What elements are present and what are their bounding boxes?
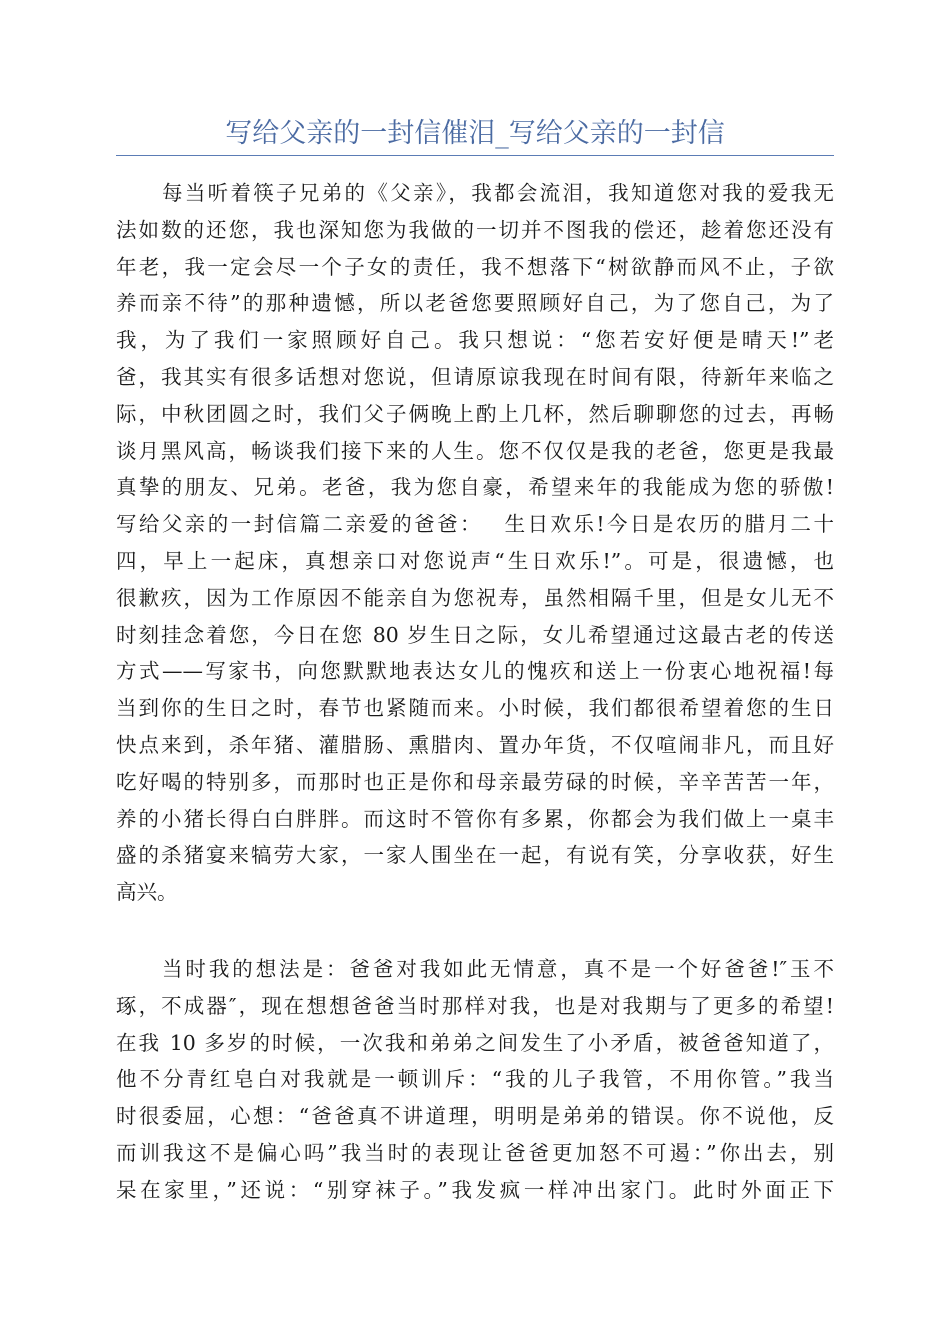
document-title: 写给父亲的一封信催泪_写给父亲的一封信 <box>225 118 725 149</box>
text-line: 我，为了我们一家照顾好自己。我只想说：“您若安好便是晴天!”老 <box>116 328 834 353</box>
text-line: 养而亲不待”的那种遗憾，所以老爸您要照顾好自己，为了您自己，为了 <box>116 291 834 316</box>
text-line: 呆在家里，”还说：“别穿袜子。”我发疯一样冲出家门。此时外面正下 <box>116 1177 834 1202</box>
text-line: 四，早上一起床，真想亲口对您说声“生日欢乐!”。可是，很遗憾，也 <box>116 548 834 573</box>
text-line: 爸，我其实有很多话想对您说，但请原谅我现在时间有限，待新年来临之 <box>116 364 834 389</box>
text-line: 时刻挂念着您，今日在您 80 岁生日之际，女儿希望通过这最古老的传送 <box>116 622 834 647</box>
text-line: 盛的杀猪宴来犒劳大家，一家人围坐在一起，有说有笑，分享收获，好生 <box>116 843 834 868</box>
text-line: 很歉疚，因为工作原因不能亲自为您祝寿，虽然相隔千里，但是女儿无不 <box>116 585 834 610</box>
text-line: 谈月黑风高，畅谈我们接下来的人生。您不仅仅是我的老爸，您更是我最 <box>116 438 834 463</box>
text-line: 养的小猪长得白白胖胖。而这时不管你有多累，你都会为我们做上一桌丰 <box>116 806 834 831</box>
text-line: 每当听着筷子兄弟的《父亲》，我都会流泪，我知道您对我的爱我无 <box>162 181 834 205</box>
text-line: 吃好喝的特别多，而那时也正是你和母亲最劳碌的时候，辛辛苦苦一年， <box>116 769 834 794</box>
text-line: 在我 10 多岁的时候，一次我和弟弟之间发生了小矛盾，被爸爸知道了， <box>116 1030 834 1055</box>
text-line: 际，中秋团圆之时，我们父子俩晚上酌上几杯，然后聊聊您的过去，再畅 <box>116 401 834 426</box>
text-line: 他不分青红皂白对我就是一顿训斥：“我的儿子我管，不用你管。”我当 <box>116 1067 834 1092</box>
text-line: 当到你的生日之时，春节也紧随而来。小时候，我们都很希望着您的生日 <box>116 696 834 721</box>
text-line: 法如数的还您，我也深知您为我做的一切并不图我的偿还，趁着您还没有 <box>116 217 834 242</box>
text-line: 年老，我一定会尽一个子女的责任，我不想落下“树欲静而风不止，子欲 <box>116 254 834 279</box>
text-line: 时很委屈，心想：“爸爸真不讲道理，明明是弟弟的错误。你不说他，反 <box>116 1104 834 1129</box>
text-line: 当时我的想法是：爸爸对我如此无情意，真不是一个好爸爸!″玉不 <box>162 957 834 981</box>
text-line: 真挚的朋友、兄弟。老爸，我为您自豪，希望来年的我能成为您的骄傲! <box>116 475 834 500</box>
paragraph-1 <box>116 175 834 911</box>
text-line: 而训我这不是偏心吗”我当时的表现让爸爸更加怒不可遏：”你出去，别 <box>116 1140 834 1165</box>
text-line: 快点来到，杀年猪、灌腊肠、熏腊肉、置办年货，不仅喧闹非凡，而且好 <box>116 732 834 757</box>
text-line: 写给父亲的一封信篇二亲爱的爸爸： 生日欢乐!今日是农历的腊月二十 <box>116 512 834 537</box>
text-line: 琢，不成器″，现在想想爸爸当时那样对我，也是对我期与了更多的希望! <box>116 993 834 1018</box>
paragraph-2 <box>116 951 834 1209</box>
text-line: 方式——写家书，向您默默地表达女儿的愧疚和送上一份衷心地祝福!每 <box>116 659 834 684</box>
text-line: 高兴。 <box>116 880 178 905</box>
title-underline <box>116 155 834 156</box>
